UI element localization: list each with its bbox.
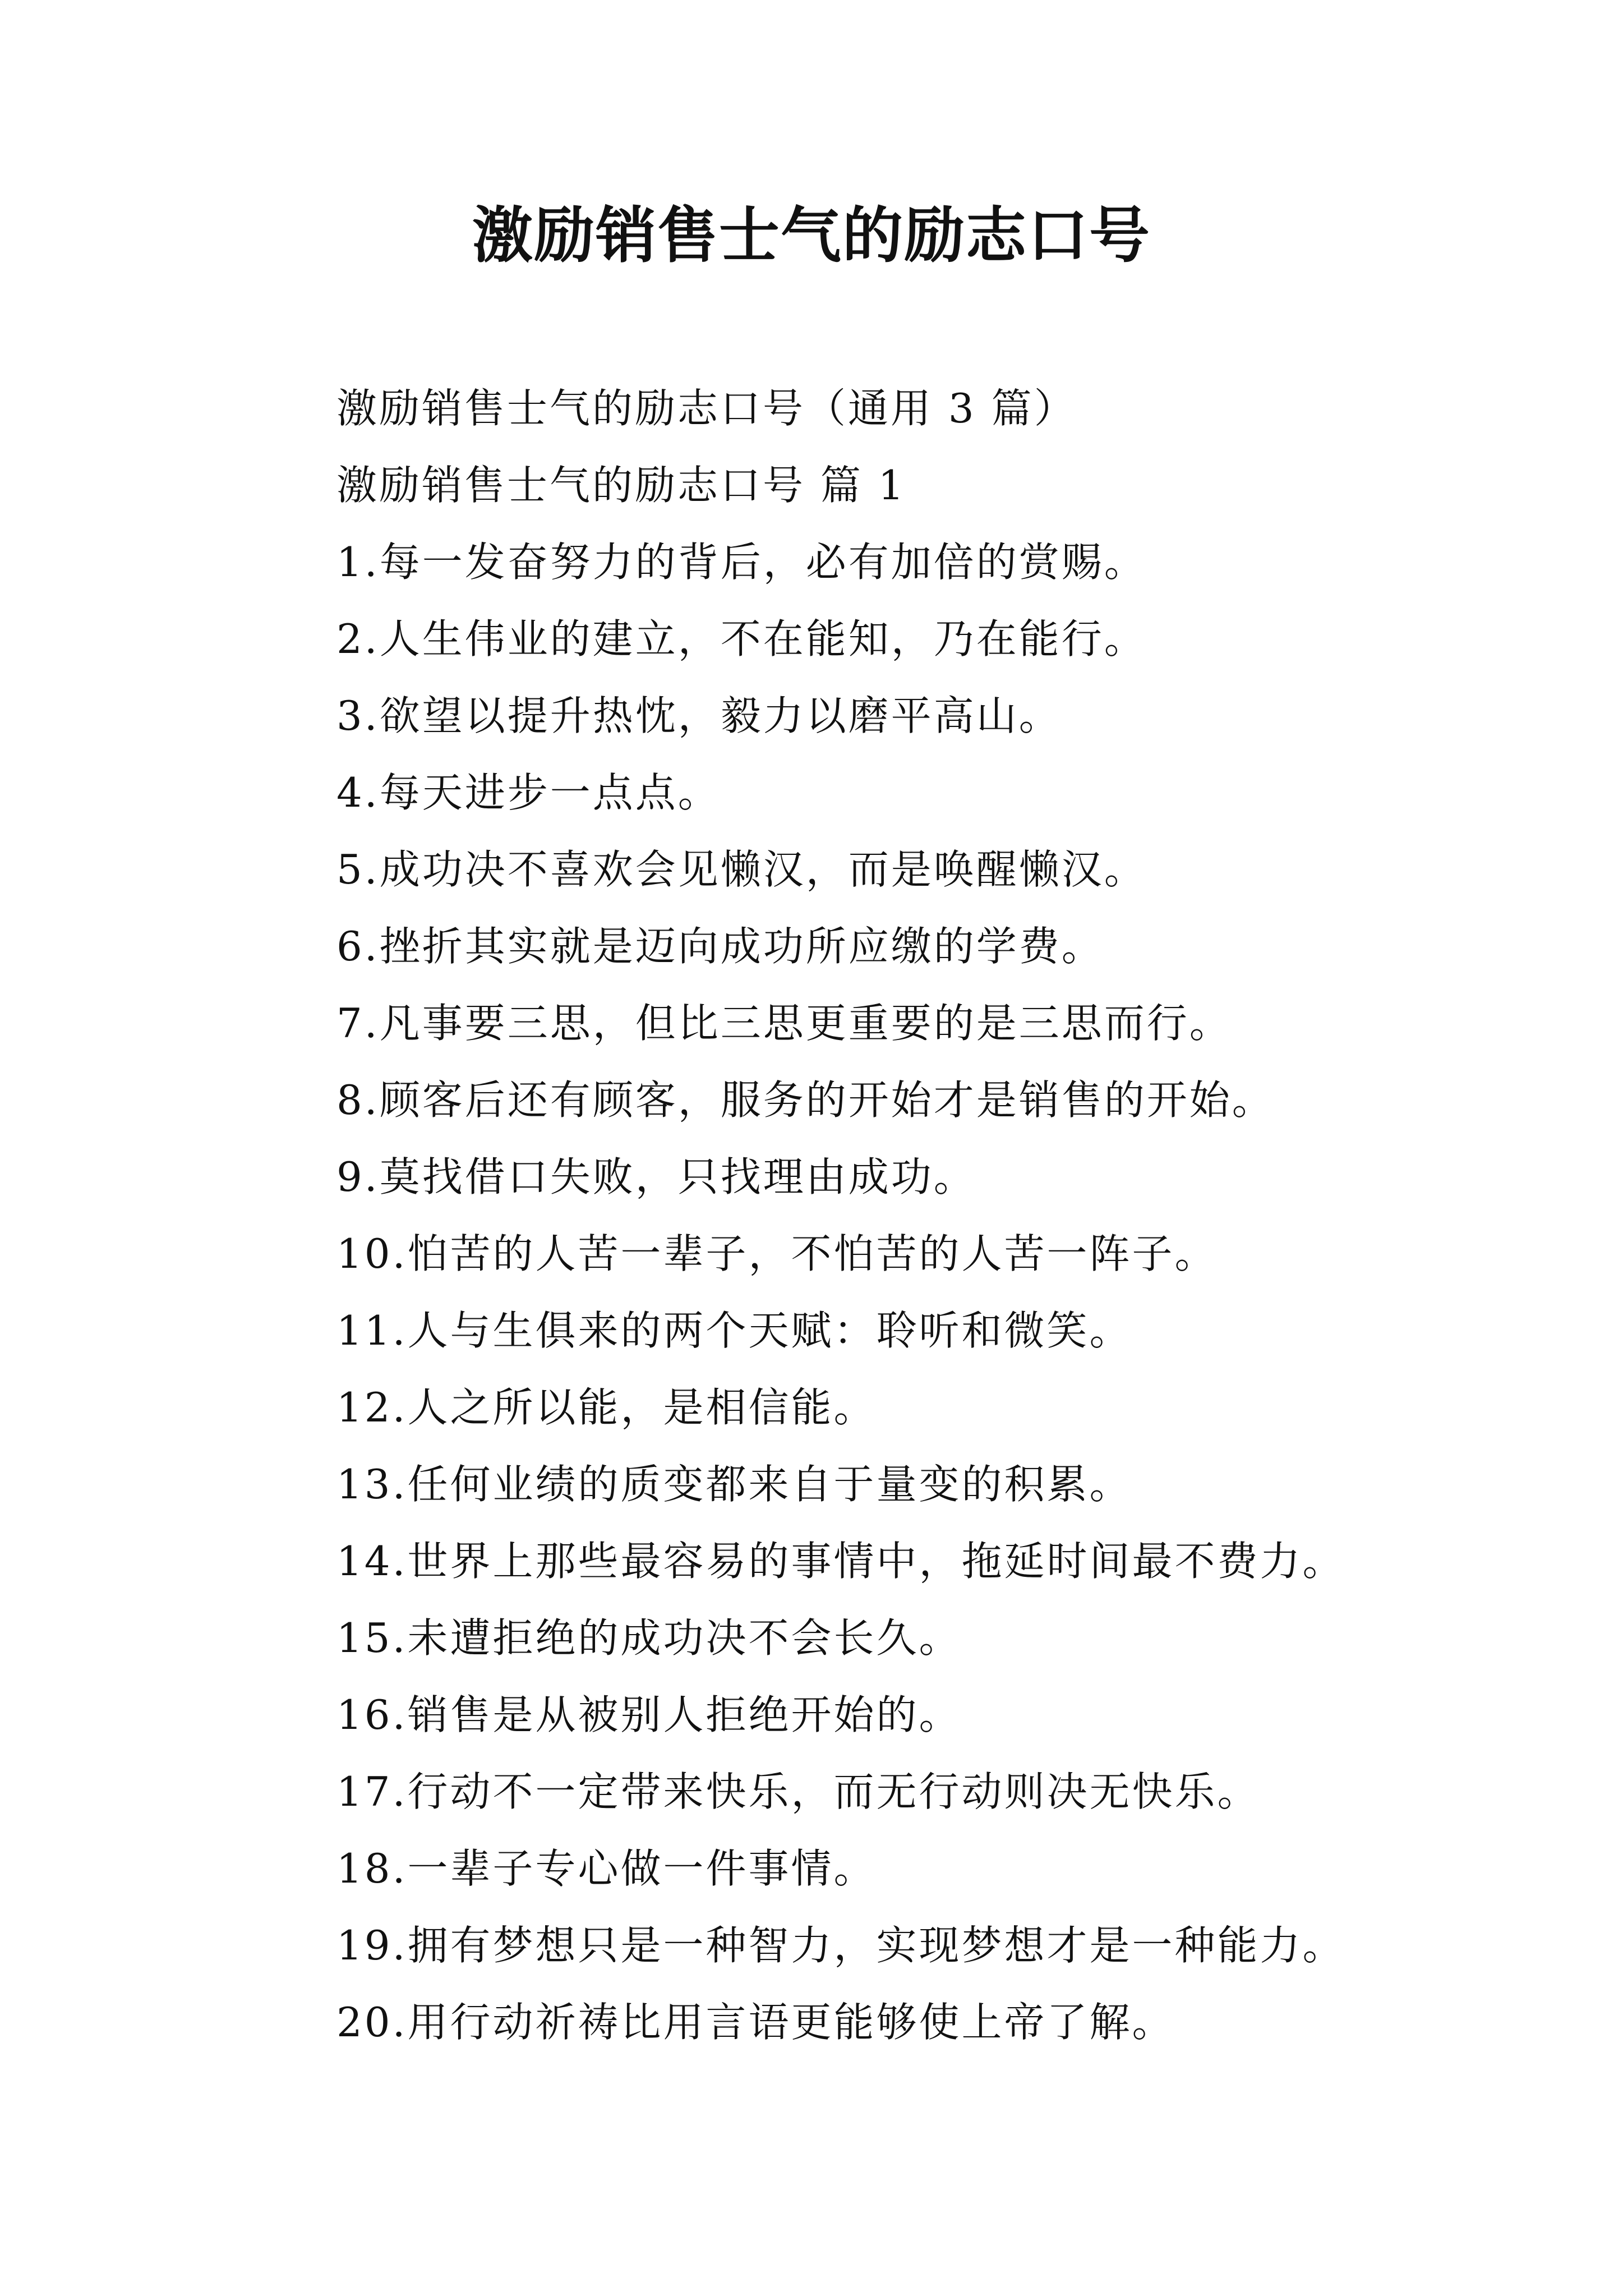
- slogan-item: 15.未遭拒绝的成功决不会长久。: [336, 1614, 962, 1662]
- document-body: [336, 370, 1514, 2061]
- slogan-item: 19.拥有梦想只是一种智力，实现梦想才是一种能力。: [336, 1922, 1345, 1969]
- slogan-item: 1.每一发奋努力的背后，必有加倍的赏赐。: [336, 539, 1147, 586]
- slogan-item: 18.一辈子专心做一件事情。: [336, 1845, 877, 1892]
- slogan-item: 11.人与生俱来的两个天赋：聆听和微笑。: [336, 1307, 1132, 1354]
- slogan-item: 17.行动不一定带来快乐，而无行动则决无快乐。: [336, 1768, 1260, 1815]
- slogan-item: 9.莫找借口失败，只找理由成功。: [336, 1153, 976, 1200]
- slogan-item: 20.用行动祈祷比用言语更能够使上帝了解。: [336, 1999, 1175, 2046]
- slogan-item: 6.挫折其实就是迈向成功所应缴的学费。: [336, 923, 1104, 970]
- document-subtitle: 激励销售士气的励志口号（通用 3 篇）: [336, 385, 1077, 432]
- slogan-item: 7.凡事要三思，但比三思更重要的是三思而行。: [336, 1000, 1232, 1047]
- slogan-item: 4.每天进步一点点。: [336, 769, 721, 816]
- document-title: 激励销售士气的励志口号: [472, 200, 1151, 271]
- slogan-item: 12.人之所以能，是相信能。: [336, 1384, 877, 1431]
- slogan-item: 10.怕苦的人苦一辈子，不怕苦的人苦一阵子。: [336, 1230, 1218, 1277]
- slogan-item: 16.销售是从被别人拒绝开始的。: [336, 1691, 962, 1738]
- slogan-item: 8.顾客后还有顾客，服务的开始才是销售的开始。: [336, 1076, 1275, 1124]
- slogan-item: 2.人生伟业的建立，不在能知，乃在能行。: [336, 615, 1147, 662]
- slogan-item: 5.成功决不喜欢会见懒汉，而是唤醒懒汉。: [336, 846, 1147, 893]
- slogan-item: 13.任何业绩的质变都来自于量变的积累。: [336, 1461, 1132, 1508]
- slogan-item: 14.世界上那些最容易的事情中，拖延时间最不费力。: [336, 1538, 1345, 1585]
- slogan-item: 3.欲望以提升热忱，毅力以磨平高山。: [336, 692, 1062, 739]
- section-heading: 激励销售士气的励志口号 篇 1: [336, 462, 906, 509]
